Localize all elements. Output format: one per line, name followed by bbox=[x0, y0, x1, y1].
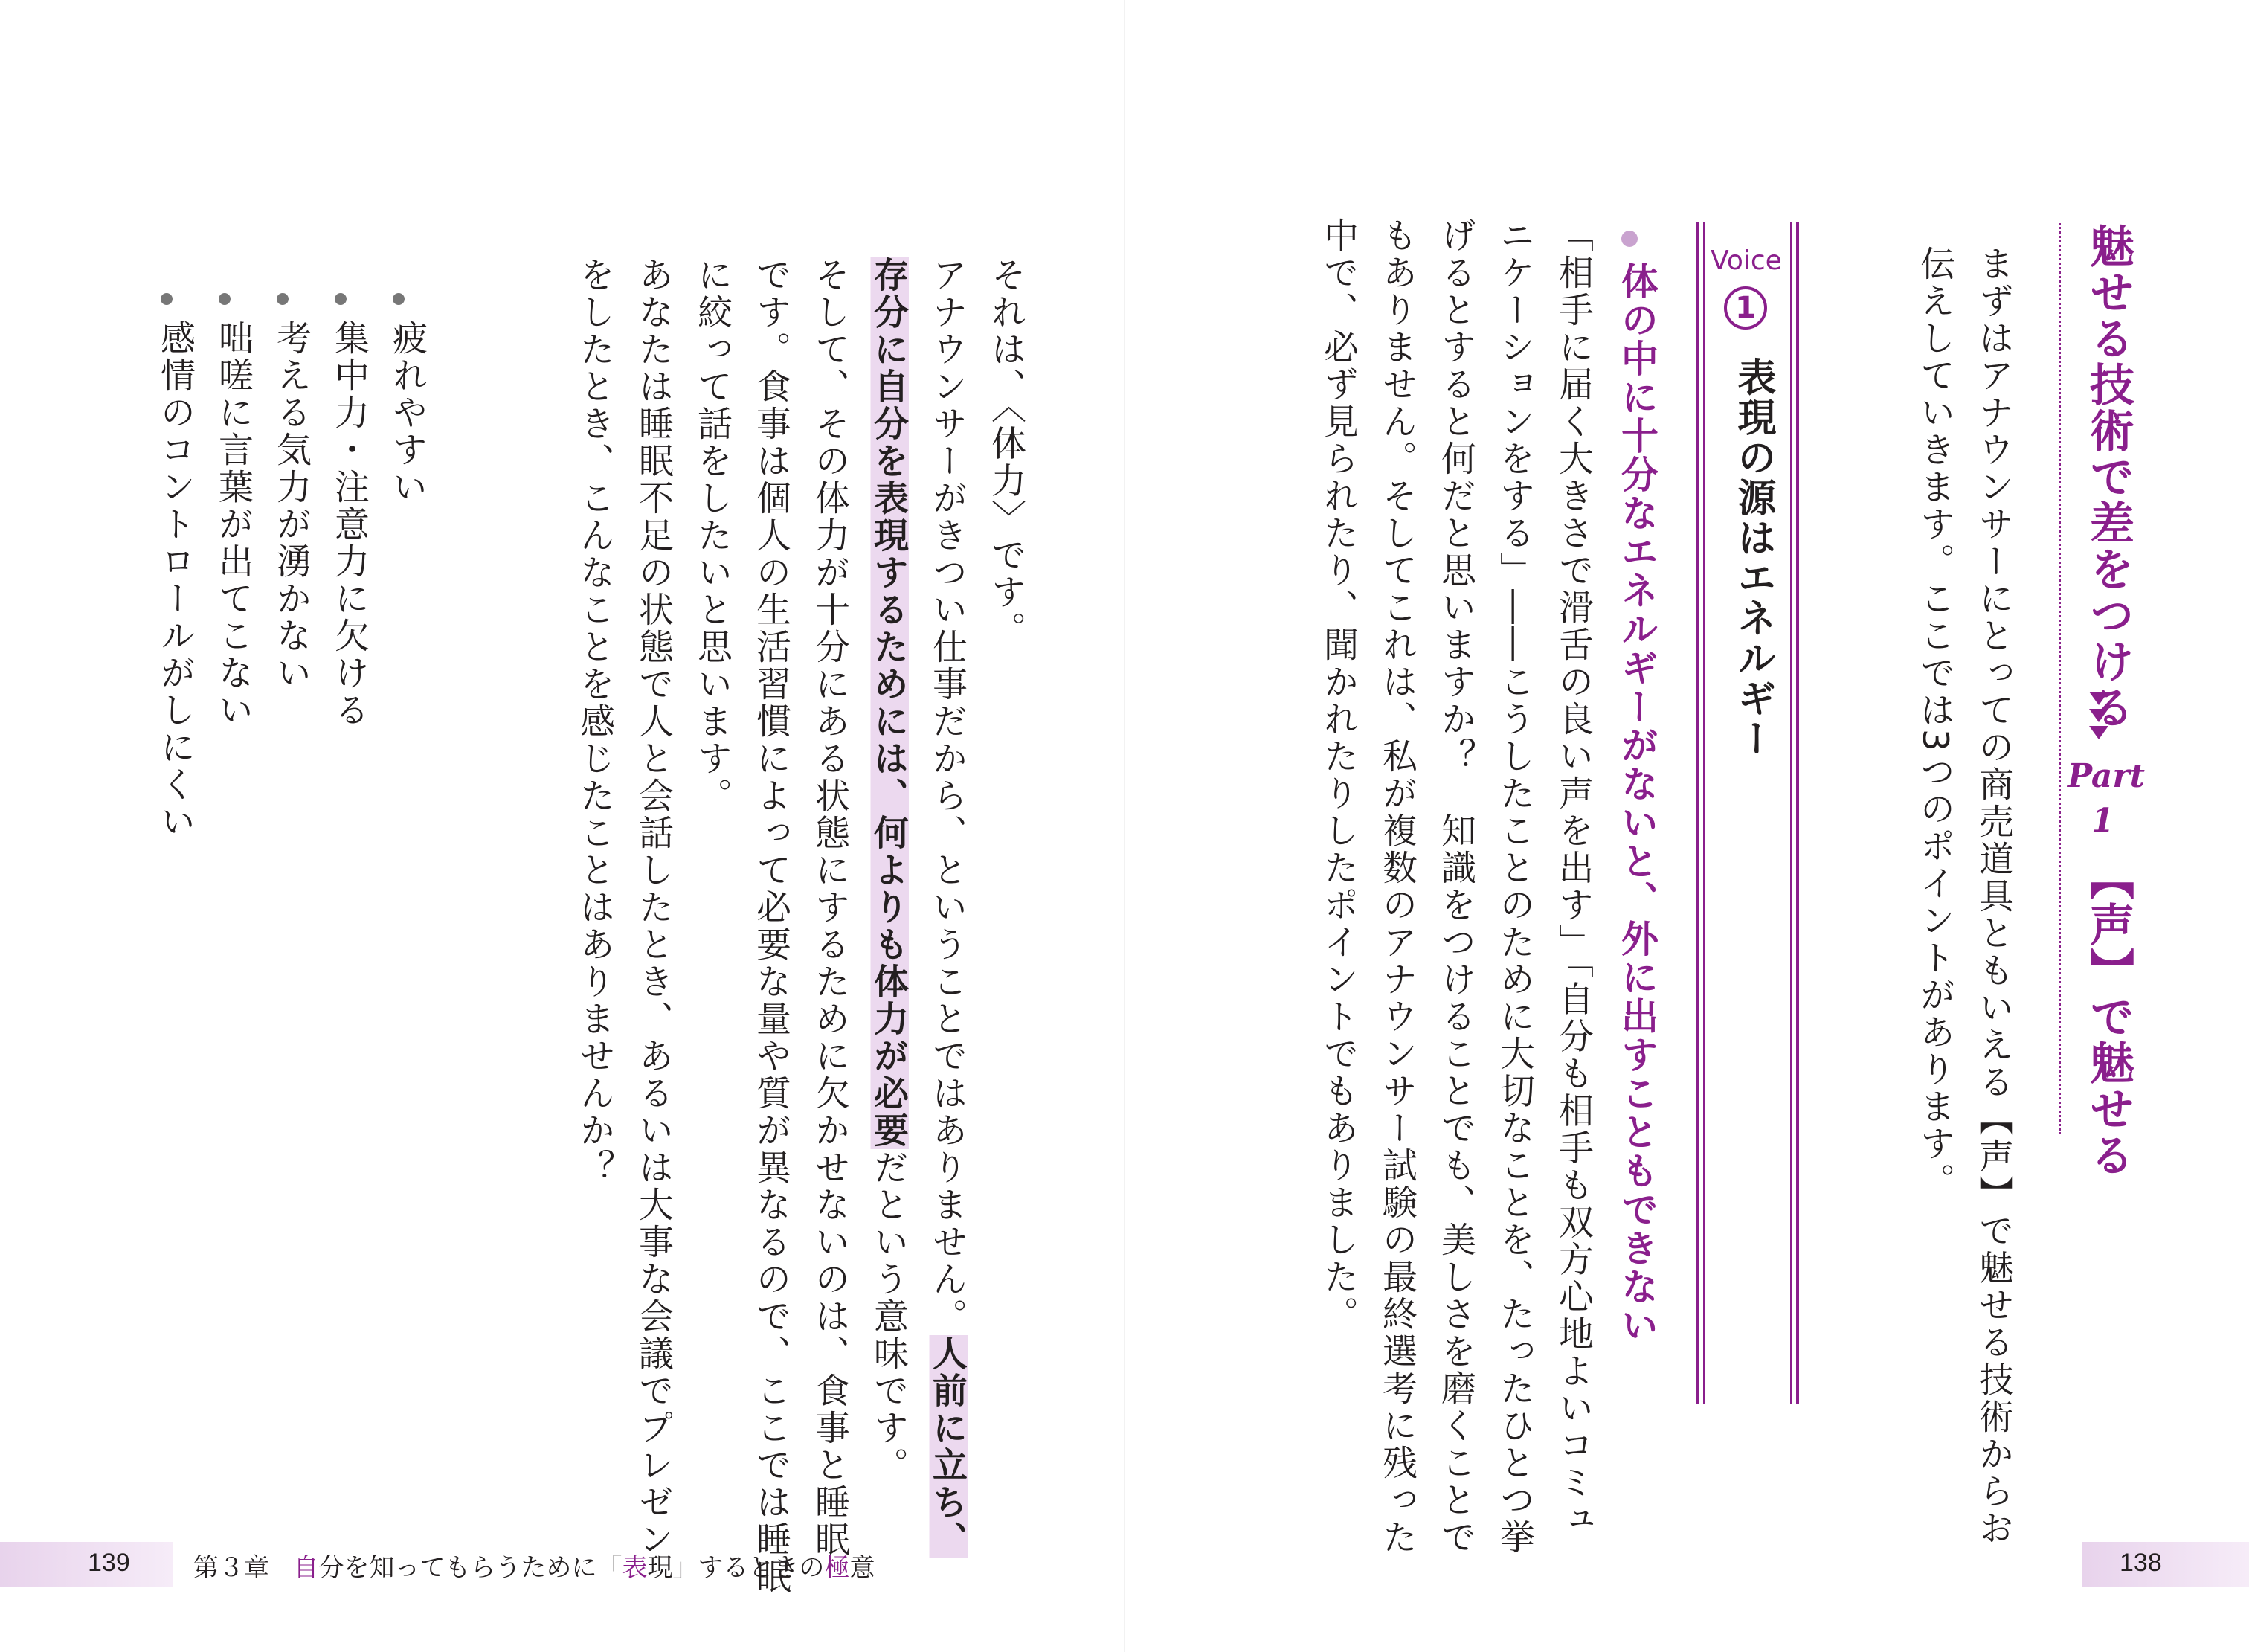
voice-box-right-border bbox=[1796, 222, 1799, 1404]
right-body-line-5: 中で、必ず見られたり、聞かれたりしたポイントでもありました。 bbox=[1318, 217, 1359, 1333]
section-title: 魅せる技術で差をつける bbox=[2082, 223, 2134, 730]
chapter-running-head bbox=[193, 1547, 875, 1584]
left-body-paragraph bbox=[565, 257, 1035, 1595]
left-body-highlight-1: 人前に立ち、 bbox=[927, 1335, 968, 1558]
right-body-paragraph bbox=[1309, 217, 1603, 1556]
list-bullet-icon bbox=[393, 293, 405, 305]
list-item: 考える気力が湧かない bbox=[271, 320, 312, 692]
list-item: 咄嗟に言葉が出てこない bbox=[213, 320, 254, 729]
list-bullet-icon bbox=[219, 293, 231, 305]
triangle-marker-3 bbox=[2089, 726, 2108, 739]
chapter-title-text: 現」するときの bbox=[647, 1553, 825, 1583]
right-body-line-3: げるとすると何だと思いますか？ 知識をつけることでも、美しさを磨くことで bbox=[1435, 217, 1476, 1556]
list-bullet-icon bbox=[161, 293, 173, 305]
voice-number-badge: 1 bbox=[1724, 286, 1767, 330]
left-body-line-1: それは、〈体力〉です。 bbox=[985, 257, 1026, 649]
list-item: 集中力・注意力に欠ける bbox=[329, 320, 370, 729]
list-item: 感情のコントロールがしにくい bbox=[155, 320, 196, 841]
voice-box-left-border-inner bbox=[1703, 222, 1705, 1404]
left-body-highlight-2: 存分に自分を表現するためには、何よりも体力が必要 bbox=[868, 257, 909, 1149]
chapter-title-text: 意 bbox=[849, 1553, 875, 1583]
chapter-title-text: 分を知ってもらうために「 bbox=[318, 1553, 622, 1583]
section-divider-line bbox=[2059, 223, 2061, 1134]
right-body-line-1: 「相手に届く大きさで滑舌の良い声を出す」「自分も相手も双方心地よいコミュ bbox=[1553, 217, 1594, 1539]
part-label: Part bbox=[2068, 757, 2145, 795]
intro-line-1: まずはアナウンサーにとっての商売道具ともいえる【声】で魅せる技術からお bbox=[1973, 245, 2014, 1547]
left-body-line-7: あなたは睡眠不足の状態で人と会話したとき、あるいは大事な会議でプレゼン bbox=[633, 257, 674, 1558]
triangle-marker-1 bbox=[2089, 692, 2108, 705]
list-bullet-icon bbox=[335, 293, 347, 305]
right-body-line-2: ニケーションをする」――こうしたことのために大切なことを、たったひとつ挙 bbox=[1494, 217, 1535, 1556]
voice-title: 表現の源はエネルギー bbox=[1731, 357, 1775, 759]
sub-heading: 体の中に十分なエネルギーがないと、外に出すこともできない bbox=[1615, 262, 1658, 1345]
voice-box-left-border bbox=[1696, 222, 1699, 1404]
left-body-line-6: に絞って話をしたいと思います。 bbox=[692, 257, 733, 814]
sub-heading-bullet-icon bbox=[1621, 231, 1638, 247]
left-body-line-5: です。食事は個人の生活習慣によって必要な量や質が異なるので、ここでは睡眠 bbox=[750, 257, 791, 1595]
left-footer-bar bbox=[0, 1542, 173, 1587]
voice-box-right-border-inner bbox=[1790, 222, 1792, 1404]
voice-label: Voice bbox=[1711, 245, 1782, 276]
list-bullet-icon bbox=[277, 293, 289, 305]
part-title: 【声】で魅せる bbox=[2082, 855, 2134, 1178]
left-page-number: 139 bbox=[88, 1549, 130, 1577]
chapter-title-char: 自 bbox=[293, 1553, 319, 1583]
part-number: 1 bbox=[2091, 802, 2114, 840]
left-body-line-8: をしたとき、こんなことを感じたことはありませんか？ bbox=[574, 257, 615, 1186]
chapter-number: 第３章 bbox=[193, 1553, 269, 1583]
left-body-line-3b: だという意味です。 bbox=[868, 1149, 909, 1484]
right-footer-bar bbox=[2082, 1542, 2249, 1587]
triangle-marker-2 bbox=[2089, 709, 2108, 722]
left-body-line-4: そして、その体力が十分にある状態にするために欠かせないのは、食事と睡眠 bbox=[809, 257, 850, 1558]
intro-line-2: 伝えしていきます。ここでは3つのポイントがあります。 bbox=[1914, 245, 1955, 1200]
chapter-title-char: 極 bbox=[824, 1553, 850, 1583]
page-gutter bbox=[1124, 0, 1125, 1652]
intro-paragraph bbox=[1905, 245, 2023, 1547]
chapter-title-char: 表 bbox=[622, 1553, 648, 1583]
left-body-line-2a: アナウンサーがきつい仕事だから、ということではありません。 bbox=[927, 257, 968, 1335]
list-item: 疲れやすい bbox=[387, 320, 428, 506]
right-body-line-4: もありません。そしてこれは、私が複数のアナウンサー試験の最終選考に残った bbox=[1377, 217, 1418, 1556]
right-page-number: 138 bbox=[2120, 1549, 2162, 1577]
